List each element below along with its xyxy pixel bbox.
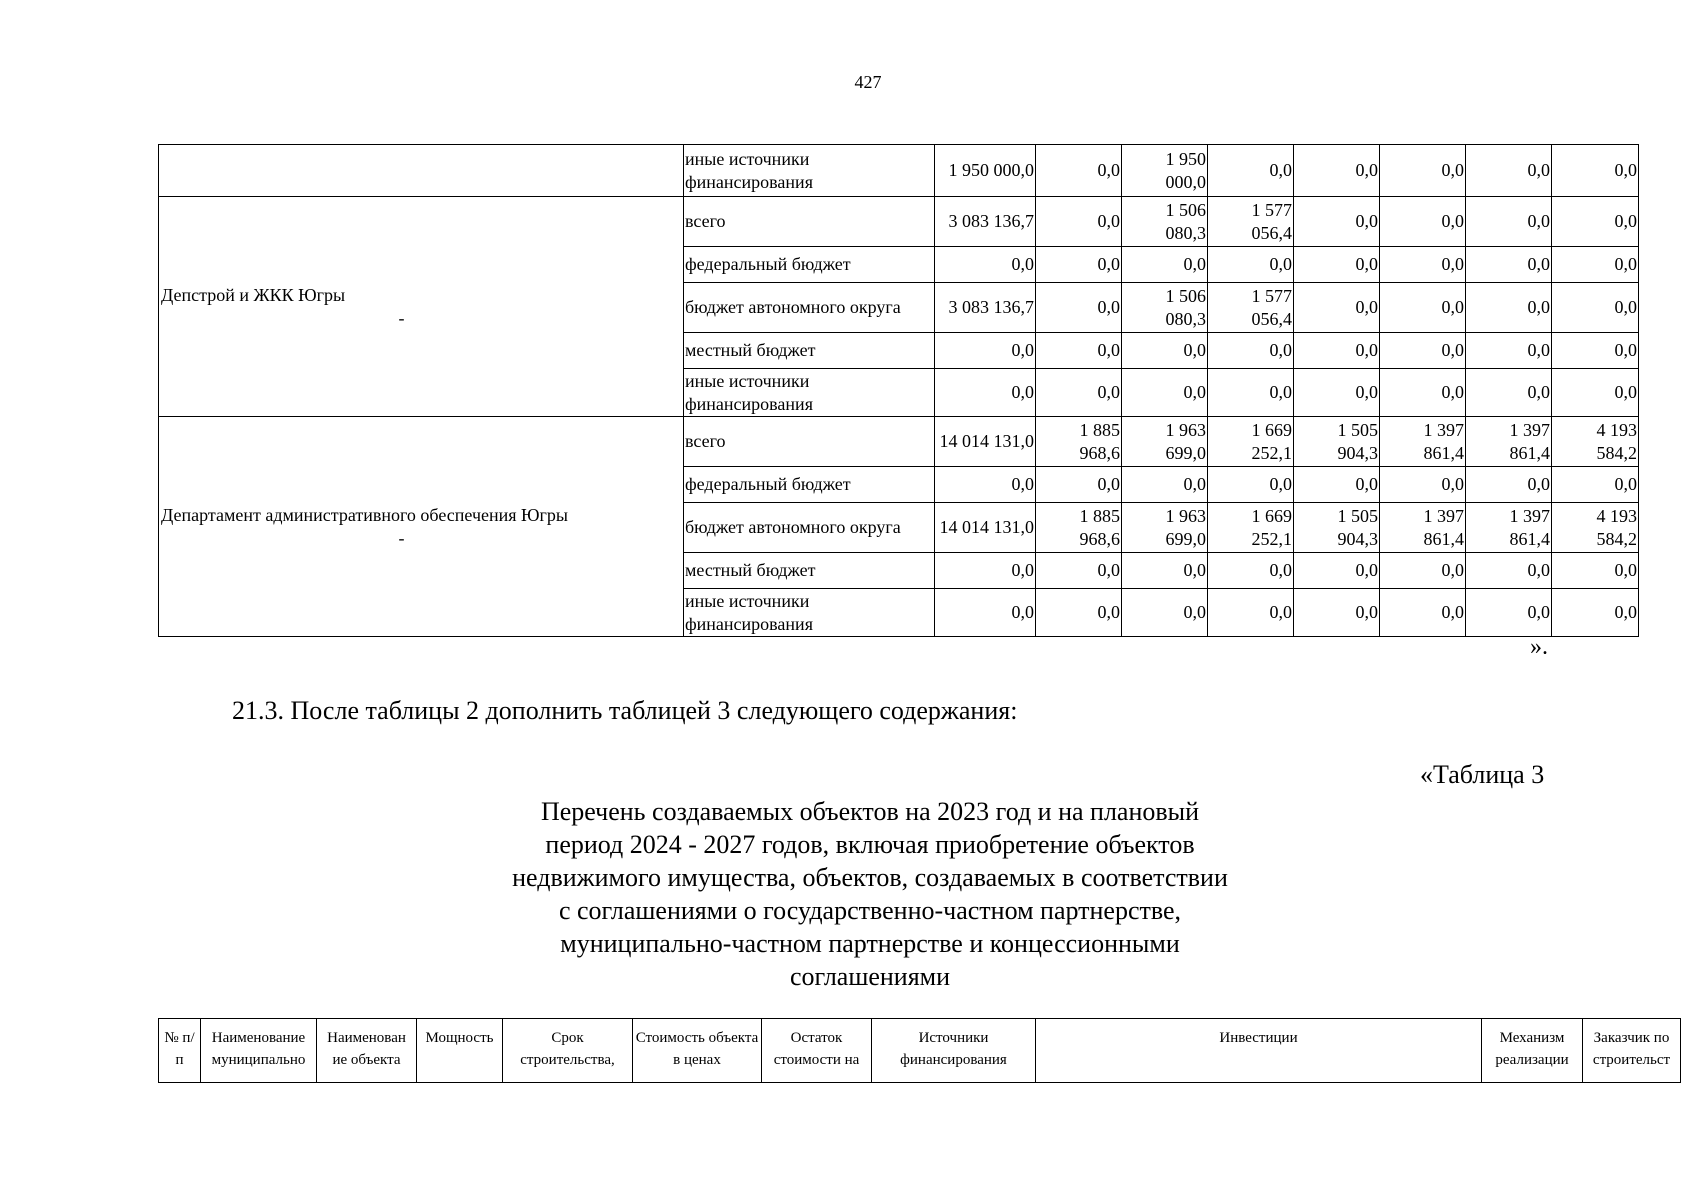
source-cell: бюджет автономного округа [684,283,935,333]
value-cell: 0,0 [1294,467,1380,503]
value-cell: 0,0 [1036,197,1122,247]
value-cell: 0,0 [1208,369,1294,417]
value-cell: 0,0 [1208,589,1294,637]
closing-quote: ». [1530,634,1548,660]
value-cell: 0,0 [1208,467,1294,503]
header-cell: Срок строительства, [503,1019,633,1083]
value-cell: 1 506 080,3 [1122,283,1208,333]
source-cell: федеральный бюджет [684,467,935,503]
value-cell: 1 397 861,4 [1380,417,1466,467]
value-cell: 0,0 [935,553,1036,589]
header-cell: Источники финансирования [872,1019,1036,1083]
table-row [159,145,1639,197]
value-cell: 0,0 [1466,589,1552,637]
value-cell: 0,0 [1552,369,1639,417]
value-cell: 0,0 [1466,333,1552,369]
value-cell: 0,0 [1122,369,1208,417]
header-cell: № п/п [159,1019,201,1083]
value-cell: 0,0 [1380,197,1466,247]
responsible-cell [159,197,684,417]
value-cell: 0,0 [1294,145,1380,197]
header-cell: Мощность [417,1019,503,1083]
value-cell: 0,0 [1466,467,1552,503]
source-cell: всего [684,417,935,467]
source-cell: местный бюджет [684,553,935,589]
value-cell: 1 505 904,3 [1294,503,1380,553]
value-cell: 0,0 [1036,333,1122,369]
responsible-cell [159,145,684,197]
value-cell: 0,0 [1208,145,1294,197]
source-cell: иные источники финансирования [684,145,935,197]
header-cell: Механизм реализации [1482,1019,1583,1083]
value-cell: 0,0 [1036,369,1122,417]
value-cell: 0,0 [1122,247,1208,283]
value-cell: 0,0 [1122,333,1208,369]
table-row [159,197,1639,247]
value-cell: 1 397 861,4 [1380,503,1466,553]
source-cell: бюджет автономного округа [684,503,935,553]
value-cell: 0,0 [1380,369,1466,417]
value-cell: 0,0 [1294,283,1380,333]
value-cell: 0,0 [1552,247,1639,283]
value-cell: 0,0 [1122,553,1208,589]
value-cell: 0,0 [1294,197,1380,247]
title-line: муниципально-частном партнерстве и концессионными [560,929,1180,958]
financing-table [158,144,1639,637]
value-cell: 0,0 [1466,283,1552,333]
value-cell: 0,0 [1552,553,1639,589]
value-cell: 1 397 861,4 [1466,417,1552,467]
value-cell: 0,0 [1466,553,1552,589]
header-cell: Наименован ие объекта [317,1019,417,1083]
title-line: соглашениями [789,962,951,991]
header-cell: Наименование муниципально [201,1019,317,1083]
value-cell: 1 669 252,1 [1208,503,1294,553]
objects-table-header-row [159,1019,1681,1083]
responsible-cell [159,417,684,637]
page-number: 427 [854,72,882,92]
value-cell: 0,0 [1036,247,1122,283]
value-cell: 3 083 136,7 [935,197,1036,247]
value-cell: 1 963 699,0 [1122,417,1208,467]
table-label: «Таблица 3 [1420,760,1545,789]
value-cell: 0,0 [1208,553,1294,589]
value-cell: 1 577 056,4 [1208,197,1294,247]
value-cell: 4 193 584,2 [1552,417,1639,467]
value-cell: 0,0 [1552,589,1639,637]
header-cell: Стоимость объекта в ценах [633,1019,762,1083]
value-cell: 14 014 131,0 [935,417,1036,467]
value-cell: 3 083 136,7 [935,283,1036,333]
value-cell: 0,0 [1208,247,1294,283]
value-cell: 1 885 968,6 [1036,417,1122,467]
title-line: период 2024 - 2027 годов, включая приобретение объектов [545,830,1195,859]
responsible-name: Депстрой и ЖКК Югры [161,284,346,305]
source-cell: местный бюджет [684,333,935,369]
value-cell: 0,0 [1294,589,1380,637]
value-cell: 1 397 861,4 [1466,503,1552,553]
responsible-name: Департамент административного обеспечения Югры [161,504,569,525]
source-cell: иные источники финансирования [684,589,935,637]
value-cell: 0,0 [1380,589,1466,637]
value-cell: 0,0 [1122,589,1208,637]
source-cell: федеральный бюджет [684,247,935,283]
value-cell: 1 669 252,1 [1208,417,1294,467]
value-cell: 1 950 000,0 [1122,145,1208,197]
value-cell: 0,0 [1380,467,1466,503]
value-cell: 0,0 [1466,197,1552,247]
value-cell: 0,0 [935,333,1036,369]
value-cell: 0,0 [1552,467,1639,503]
source-cell: иные источники финансирования [684,369,935,417]
value-cell: 0,0 [1036,553,1122,589]
value-cell: 0,0 [1552,333,1639,369]
value-cell: 1 577 056,4 [1208,283,1294,333]
value-cell: 0,0 [1552,145,1639,197]
value-cell: 0,0 [1552,283,1639,333]
value-cell: 0,0 [1380,145,1466,197]
header-cell: Инвестиции [1036,1019,1482,1083]
value-cell: 0,0 [1208,333,1294,369]
value-cell: 0,0 [1122,467,1208,503]
value-cell: 0,0 [935,247,1036,283]
value-cell: 0,0 [1294,369,1380,417]
value-cell: 0,0 [1294,553,1380,589]
value-cell: 0,0 [1294,333,1380,369]
header-cell: Заказчик по строительст [1583,1019,1681,1083]
title-line: с соглашениями о государственно-частном партнерстве, [558,896,1182,925]
title-line: Перечень создаваемых объектов на 2023 год и на плановый [540,797,1200,826]
value-cell: 0,0 [1466,145,1552,197]
value-cell: 0,0 [1036,145,1122,197]
value-cell: 0,0 [1552,197,1639,247]
dash-mark: - [398,307,405,328]
value-cell: 0,0 [1294,247,1380,283]
value-cell: 1 885 968,6 [1036,503,1122,553]
objects-table [158,1018,1681,1083]
value-cell: 0,0 [935,369,1036,417]
value-cell: 0,0 [1380,333,1466,369]
value-cell: 1 506 080,3 [1122,197,1208,247]
value-cell: 0,0 [1466,247,1552,283]
value-cell: 0,0 [1380,553,1466,589]
table-row [159,417,1639,467]
value-cell: 0,0 [1380,283,1466,333]
value-cell: 4 193 584,2 [1552,503,1639,553]
value-cell: 0,0 [935,467,1036,503]
title-line: недвижимого имущества, объектов, создаваемых в соответствии [512,863,1228,892]
source-cell: всего [684,197,935,247]
value-cell: 0,0 [1036,589,1122,637]
value-cell: 1 963 699,0 [1122,503,1208,553]
value-cell: 1 950 000,0 [935,145,1036,197]
dash-mark: - [398,527,405,548]
value-cell: 0,0 [1036,467,1122,503]
value-cell: 0,0 [1380,247,1466,283]
table-title [440,795,1300,993]
value-cell: 0,0 [1036,283,1122,333]
value-cell: 0,0 [935,589,1036,637]
value-cell: 1 505 904,3 [1294,417,1380,467]
value-cell: 0,0 [1466,369,1552,417]
amendment-text: 21.3. После таблицы 2 дополнить таблицей 3 следующего содержания: [232,696,1018,725]
value-cell: 14 014 131,0 [935,503,1036,553]
header-cell: Остаток стоимости на [762,1019,872,1083]
